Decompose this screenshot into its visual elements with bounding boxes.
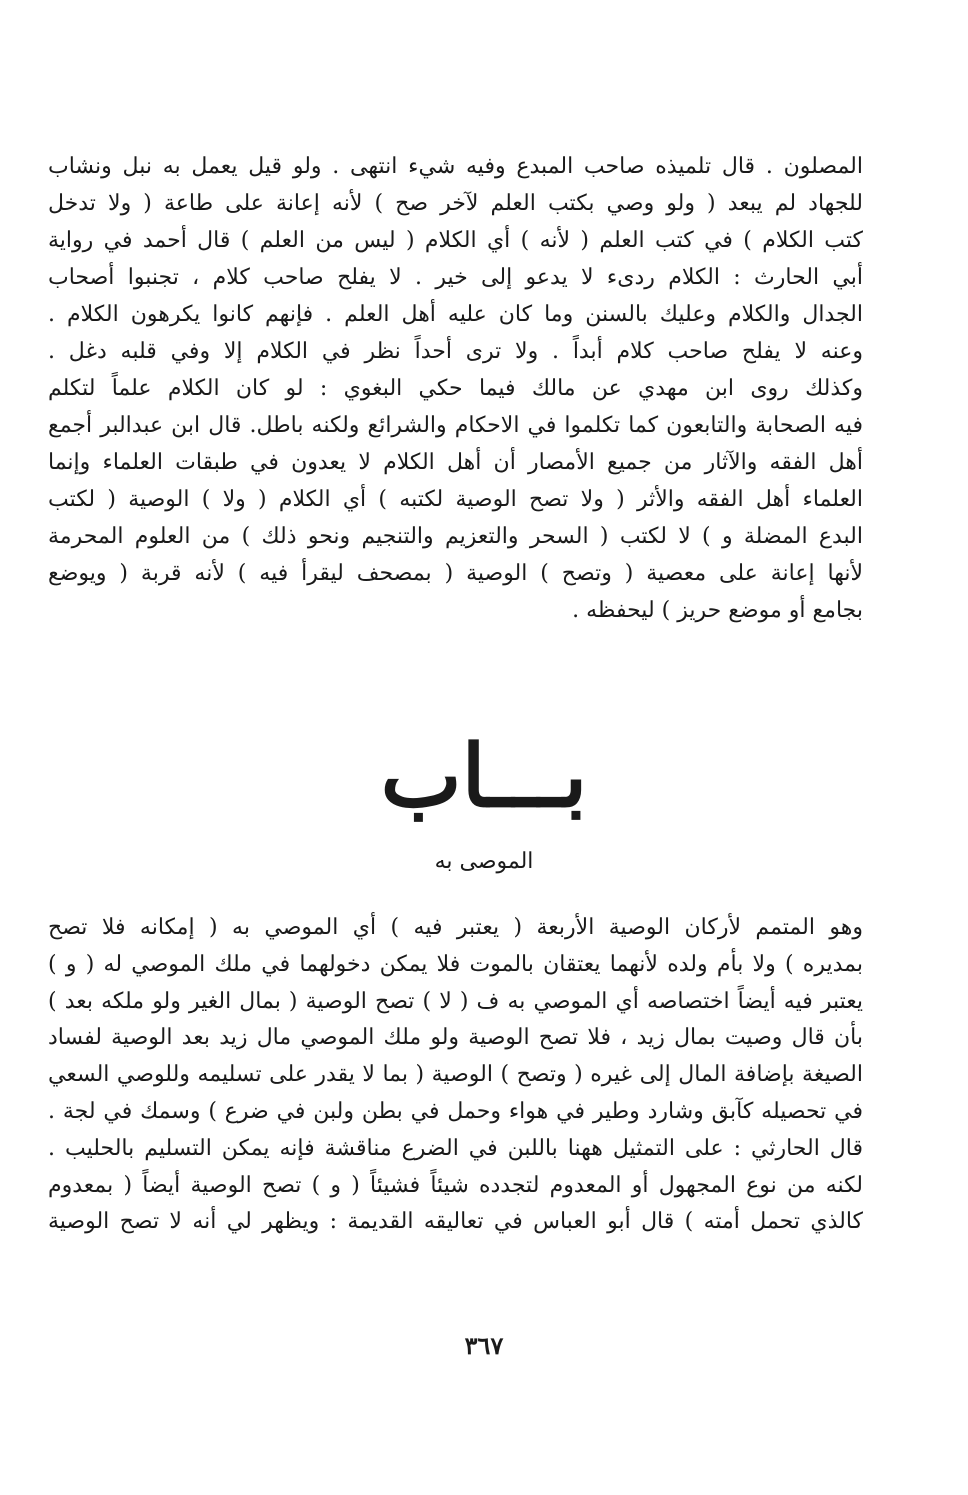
paragraph-line: العلماء أهل الفقه والأثر ( ولا تصح الوصية لكتبه ) أي الكلام ( ولا ) الوصية ( لكتب xyxy=(48,487,863,512)
top-paragraph xyxy=(48,148,863,629)
paragraph-line: فيه الصحابة والتابعون كما تكلموا في الاحكام والشرائع ولكنه باطل. قال ابن عبدالبر أجمع xyxy=(48,413,863,438)
paragraph-line: أهل الفقه والآثار من جميع الأمصار أن أهل الكلام لا يعدون في طبقات العلماء وإنما xyxy=(48,450,863,475)
paragraph-line: وعنه لا يفلح صاحب كلام أبداً . ولا ترى أحداً نظر في الكلام إلا وفي قلبه دغل . xyxy=(48,339,863,364)
paragraph-line: البدع المضلة و ) لا لكتب ( السحر والتعزيم والتنجيم ونحو ذلك ) من العلوم المحرمة xyxy=(48,524,863,549)
paragraph-line: في تحصيله كآبق وشارد وطير في هواء وحمل في بطن ولبن في ضرع ) وسمك في لجة . xyxy=(48,1098,863,1124)
paragraph-line: كالذي تحمل أمته ) قال أبو العباس في تعاليقه القديمة : ويظهر لي أنه لا تصح الوصية xyxy=(48,1209,863,1235)
paragraph-line: وهو المتمم لأركان الوصية الأربعة ( يعتبر فيه ) أي الموصي به ( إمكانه فلا تصح xyxy=(48,915,863,940)
paragraph-line: أبي الحارث : الكلام ردىء لا يدعو إلى خير . لا يفلح صاحب كلام ، تجنبوا أصحاب xyxy=(48,265,863,290)
paragraph-line: المصلون . قال تلميذه صاحب المبدع وفيه شيء انتهى . ولو قيل يعمل به نبل ونشاب xyxy=(48,154,863,179)
chapter-title: بـــاب xyxy=(380,726,588,827)
paragraph-line: بمديره ) ولا بأم ولده لأنهما يعتقان بالموت فلا يمكن دخولهما في ملك الموصي له ( و ) xyxy=(48,951,863,977)
paragraph-line: وكذلك روى ابن مهدي عن مالك فيما حكي البغوي : لو كان الكلام علماً لتكلم xyxy=(48,376,863,401)
paragraph-line: كتب الكلام ) في كتب العلم ( لأنه ) أي الكلام ( ليس من العلم ) قال أحمد في رواية xyxy=(48,228,863,253)
paragraph-line: لأنها إعانة على معصية ( وتصح ) الوصية ( بمصحف ليقرأ فيه ) لأنه قربة ( ويوضع xyxy=(48,561,863,586)
page-number: ٣٦٧ xyxy=(464,1331,504,1360)
paragraph-line: للجهاد لم يبعد ( ولو وصي بكتب العلم لآخر صح ) لأنه إعانة على طاعة ( ولا تدخل xyxy=(48,191,863,216)
paragraph-line: بأن قال وصيت بمال زيد ، فلا تصح الوصية ولو ملك الموصي مال زيد بعد الوصية لفساد xyxy=(48,1025,863,1051)
section-subtitle: الموصى به xyxy=(434,849,534,874)
paragraph-line: يعتبر فيه أيضاً اختصاصه أي الموصي به ف ( لا ) تصح الوصية ( بمال الغير ولو ملكه بعد ) xyxy=(48,988,863,1014)
bottom-paragraph xyxy=(48,910,863,1241)
paragraph-line: الجدال والكلام وعليك بالسنن وما كان عليه أهل العلم . فإنهم كانوا يكرهون الكلام . xyxy=(48,302,863,327)
paragraph-line: الصيغة بإضافة المال إلى غيره ( وتصح ) الوصية ( بما لا يقدر على تسليمه وللوصي السعي xyxy=(48,1062,863,1088)
paragraph-line: قال الحارثي : على التمثيل ههنا باللبن في الضرع مناقشة فإنه يمكن التسليم بالحليب . xyxy=(48,1135,863,1161)
paragraph-line: لكنه من نوع المجهول أو المعدوم لتجدده شيئاً فشيئاً ( و ) تصح الوصية أيضاً ( بمعدوم xyxy=(48,1172,863,1198)
paragraph-line: بجامع أو موضع حريز ) ليحفظه . xyxy=(572,598,863,623)
